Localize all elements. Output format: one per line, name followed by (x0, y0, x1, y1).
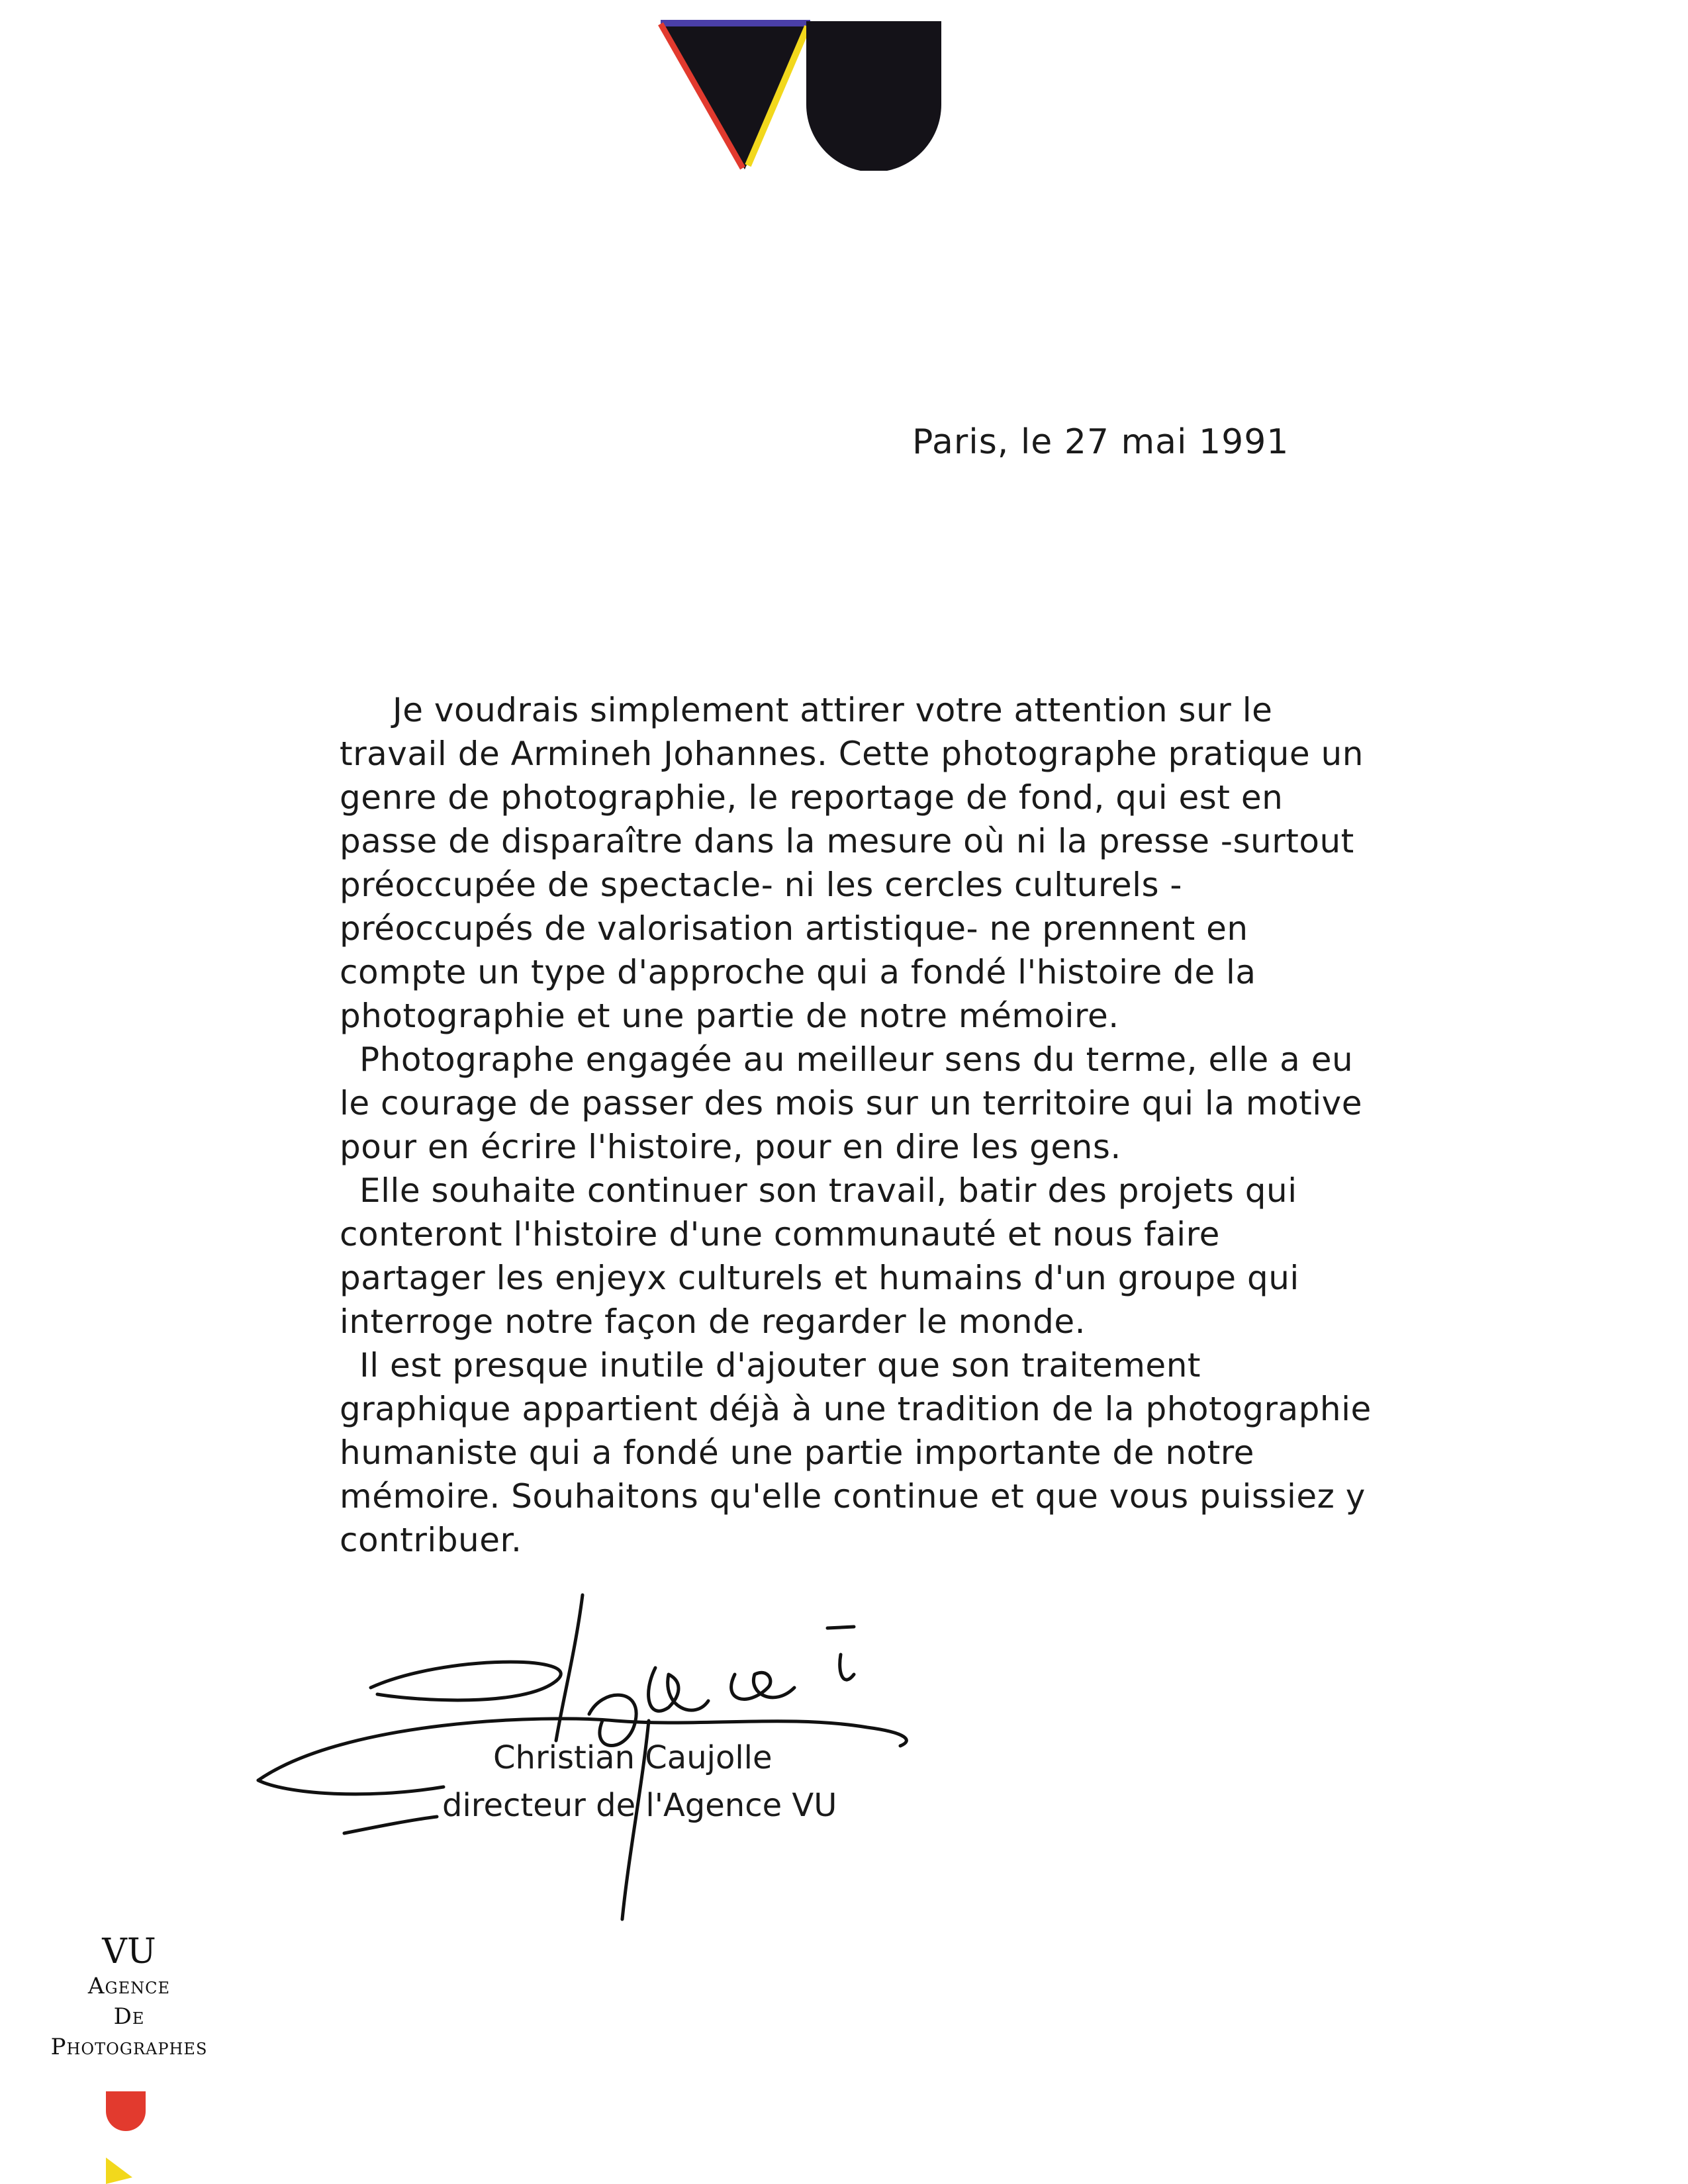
footer-logo-shapes (99, 2091, 159, 2184)
letter-paragraph: Elle souhaite continuer son travail, batir des projets qui conteront l'histoire d'une communauté et nous faire partager les enjeyx culturels et humains d'un groupe qui interroge notre façon de regarder le monde. (340, 1171, 1299, 1341)
letter-paragraph: Je voudrais simplement attirer votre attention sur le travail de Armineh Johannes. Cette photographe pratique un genre de photographie, le reportage de fond, qui est en passe de disparaître dans la mesure où ni la presse -surtout préoccupée de spectacle- ni les cercles culturels - préoccupés de valorisation artistique- ne prennent en compte un type d'approche qui a fondé l'histoire de la photographie et une partie de notre mémoire. (340, 691, 1364, 1035)
vu-logo-u-shape (806, 21, 941, 171)
footer-red-u-shape (106, 2091, 146, 2131)
signatory-title: directeur de l'Agence VU (442, 1787, 837, 1824)
signatory-name: Christian Caujolle (493, 1739, 773, 1776)
letter-paragraph: Il est presque inutile d'ajouter que son traitement graphique appartient déjà à une tradition de la photographie humaniste qui a fondé une partie importante de notre mémoire. Souhaitons qu'elle continue et que vous puissiez y contribuer. (340, 1346, 1372, 1559)
footer-logo-vu: VU (102, 1932, 156, 1972)
handwritten-signature (245, 1588, 1039, 1933)
footer-yellow-triangle (106, 2158, 132, 2184)
vu-logo-blue-stripe (661, 20, 810, 26)
footer-agency-logo (26, 1933, 232, 2062)
letter-date: Paris, le 27 mai 1991 (912, 422, 1289, 462)
letter-paragraph: Photographe engagée au meilleur sens du terme, elle a eu le courage de passer des mois sur un territoire qui la motive pour en écrire l'histoire, pour en dire les gens. (340, 1040, 1363, 1166)
footer-logo-line: Agence (87, 1973, 171, 1999)
footer-logo-line: De (113, 2003, 145, 2030)
vu-logo-v-shape (661, 23, 810, 169)
letter-body (340, 688, 1372, 1562)
vu-logo (655, 19, 953, 171)
footer-logo-line: Photographes (50, 2034, 208, 2060)
